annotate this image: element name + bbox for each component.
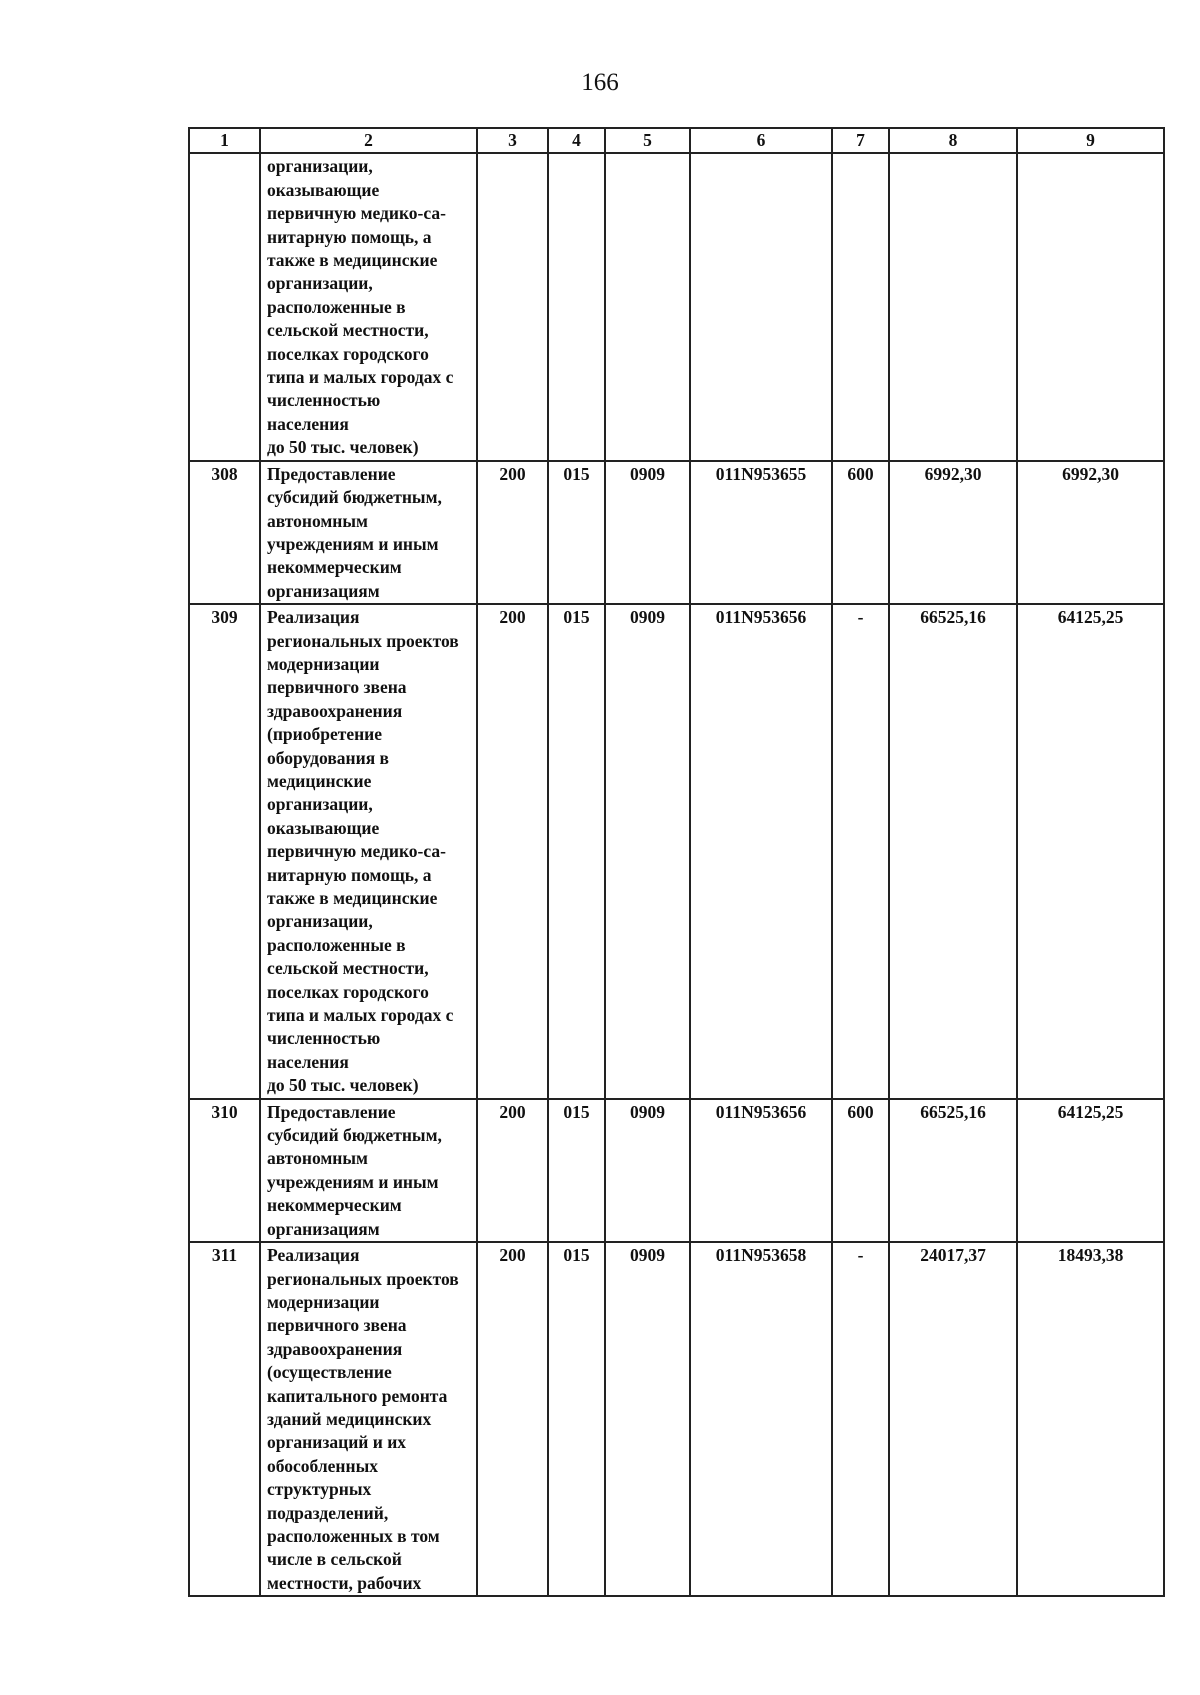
description-line: региональных проектов: [267, 1268, 459, 1289]
header-row: [189, 128, 1164, 153]
description-line: Предоставление: [267, 463, 396, 484]
code-cell-3: 200: [477, 461, 548, 604]
column-header: 5: [605, 128, 690, 153]
description-line: организации,: [267, 794, 373, 815]
target-article-cell: [690, 153, 832, 460]
column-header: 3: [477, 128, 548, 153]
description-cell: [260, 461, 477, 604]
expense-type-cell: -: [832, 604, 889, 1099]
description-line: оборудования в: [267, 747, 389, 768]
table-row: [189, 604, 1164, 1099]
description-line: численностью: [267, 1028, 381, 1049]
amount-cell-8: 66525,16: [889, 1099, 1017, 1242]
amount-cell-8: 24017,37: [889, 1242, 1017, 1596]
description-line: организациям: [267, 1218, 380, 1239]
description-line: первичного звена: [267, 1315, 407, 1336]
description-line: оказывающие: [267, 179, 380, 200]
code-cell-4: 015: [548, 1099, 605, 1242]
table-row: [189, 1099, 1164, 1242]
description-line: субсидий бюджетным,: [267, 487, 442, 508]
description-line: некоммерческим: [267, 1195, 402, 1216]
description-line: здравоохранения: [267, 1338, 403, 1359]
description-line: региональных проектов: [267, 630, 459, 651]
target-article-cell: 011N953656: [690, 604, 832, 1099]
expense-type-cell: -: [832, 1242, 889, 1596]
description-line: организации,: [267, 273, 373, 294]
amount-cell-9: 6992,30: [1017, 461, 1164, 604]
description-line: модернизации: [267, 1291, 380, 1312]
target-article-cell: 011N953655: [690, 461, 832, 604]
description-line: учреждениям и иным: [267, 1171, 439, 1192]
description-line: числе в сельской: [267, 1549, 402, 1570]
description-line: первичного звена: [267, 677, 407, 698]
description-cell: [260, 1242, 477, 1596]
description-line: численностью: [267, 390, 381, 411]
description-line: нитарную помощь, а: [267, 864, 432, 885]
description-line: местности, рабочих: [267, 1572, 422, 1593]
row-number-cell: [189, 153, 260, 460]
description-line: (осуществление: [267, 1362, 392, 1383]
table-row: [189, 1242, 1164, 1596]
description-line: типа и малых городах с: [267, 367, 454, 388]
description-line: здравоохранения: [267, 700, 403, 721]
description-line: медицинские: [267, 770, 372, 791]
description-line: первичную медико-са-: [267, 203, 446, 224]
amount-cell-8: 6992,30: [889, 461, 1017, 604]
target-article-cell: 011N953658: [690, 1242, 832, 1596]
amount-cell-9: 64125,25: [1017, 604, 1164, 1099]
description-line: автономным: [267, 1148, 368, 1169]
description-line: учреждениям и иным: [267, 533, 439, 554]
section-code-cell: 0909: [605, 604, 690, 1099]
table-row: [189, 461, 1164, 604]
row-number-cell: 309: [189, 604, 260, 1099]
table-row: [189, 153, 1164, 460]
description-line: расположенные в: [267, 934, 406, 955]
section-code-cell: 0909: [605, 461, 690, 604]
column-header: 7: [832, 128, 889, 153]
expense-type-cell: 600: [832, 461, 889, 604]
description-line: населения: [267, 1051, 349, 1072]
description-line: субсидий бюджетным,: [267, 1125, 442, 1146]
description-line: Предоставление: [267, 1101, 396, 1122]
description-line: сельской местности,: [267, 958, 429, 979]
table-body: [189, 153, 1164, 1596]
code-cell-3: 200: [477, 1242, 548, 1596]
description-line: некоммерческим: [267, 557, 402, 578]
description-cell: [260, 153, 477, 460]
column-header: 9: [1017, 128, 1164, 153]
page-number: 166: [581, 69, 619, 96]
description-line: (приобретение: [267, 724, 383, 745]
description-line: расположенных в том: [267, 1525, 440, 1546]
description-line: также в медицинские: [267, 888, 438, 908]
row-number-cell: 311: [189, 1242, 260, 1596]
description-line: подразделений,: [267, 1502, 389, 1523]
section-code-cell: 0909: [605, 1242, 690, 1596]
description-line: организации,: [267, 156, 373, 177]
code-cell-4: 015: [548, 604, 605, 1099]
code-cell-3: 200: [477, 1099, 548, 1242]
amount-cell-9: 64125,25: [1017, 1099, 1164, 1242]
description-cell: [260, 604, 477, 1099]
description-line: Реализация: [267, 1245, 360, 1266]
description-line: организациям: [267, 580, 380, 601]
description-line: первичную медико-са-: [267, 841, 446, 862]
expense-type-cell: 600: [832, 1099, 889, 1242]
section-code-cell: 0909: [605, 1099, 690, 1242]
amount-cell-9: 18493,38: [1017, 1242, 1164, 1596]
description-line: нитарную помощь, а: [267, 226, 432, 247]
target-article-cell: 011N953656: [690, 1099, 832, 1242]
description-line: типа и малых городах с: [267, 1005, 454, 1026]
code-cell-3: [477, 153, 548, 460]
column-header: 8: [889, 128, 1017, 153]
description-line: модернизации: [267, 653, 380, 674]
code-cell-4: [548, 153, 605, 460]
description-line: сельской местности,: [267, 320, 429, 341]
description-line: организации,: [267, 911, 373, 932]
description-line: организаций и их: [267, 1432, 407, 1453]
amount-cell-8: 66525,16: [889, 604, 1017, 1099]
description-line: расположенные в: [267, 296, 406, 317]
column-header: 4: [548, 128, 605, 153]
code-cell-4: 015: [548, 461, 605, 604]
amount-cell-8: [889, 153, 1017, 460]
description-line: оказывающие: [267, 817, 380, 838]
code-cell-3: 200: [477, 604, 548, 1099]
description-cell: [260, 1099, 477, 1242]
description-line: поселках городского: [267, 981, 429, 1002]
description-line: также в медицинские: [267, 250, 438, 271]
code-cell-4: 015: [548, 1242, 605, 1596]
description-line: Реализация: [267, 607, 360, 628]
description-line: обособленных: [267, 1455, 379, 1476]
column-header: 1: [189, 128, 260, 153]
description-line: населения: [267, 413, 349, 434]
description-line: зданий медицинских: [267, 1408, 432, 1429]
amount-cell-9: [1017, 153, 1164, 460]
column-header: 6: [690, 128, 832, 153]
row-number-cell: 308: [189, 461, 260, 604]
description-line: до 50 тыс. человек): [267, 1075, 419, 1096]
budget-table: [188, 127, 1165, 1597]
description-line: до 50 тыс. человек): [267, 437, 419, 458]
row-number-cell: 310: [189, 1099, 260, 1242]
description-line: капитального ремонта: [267, 1385, 448, 1406]
column-header: 2: [260, 128, 477, 153]
description-line: автономным: [267, 510, 368, 531]
section-code-cell: [605, 153, 690, 460]
description-line: структурных: [267, 1479, 372, 1500]
expense-type-cell: [832, 153, 889, 460]
description-line: поселках городского: [267, 343, 429, 364]
